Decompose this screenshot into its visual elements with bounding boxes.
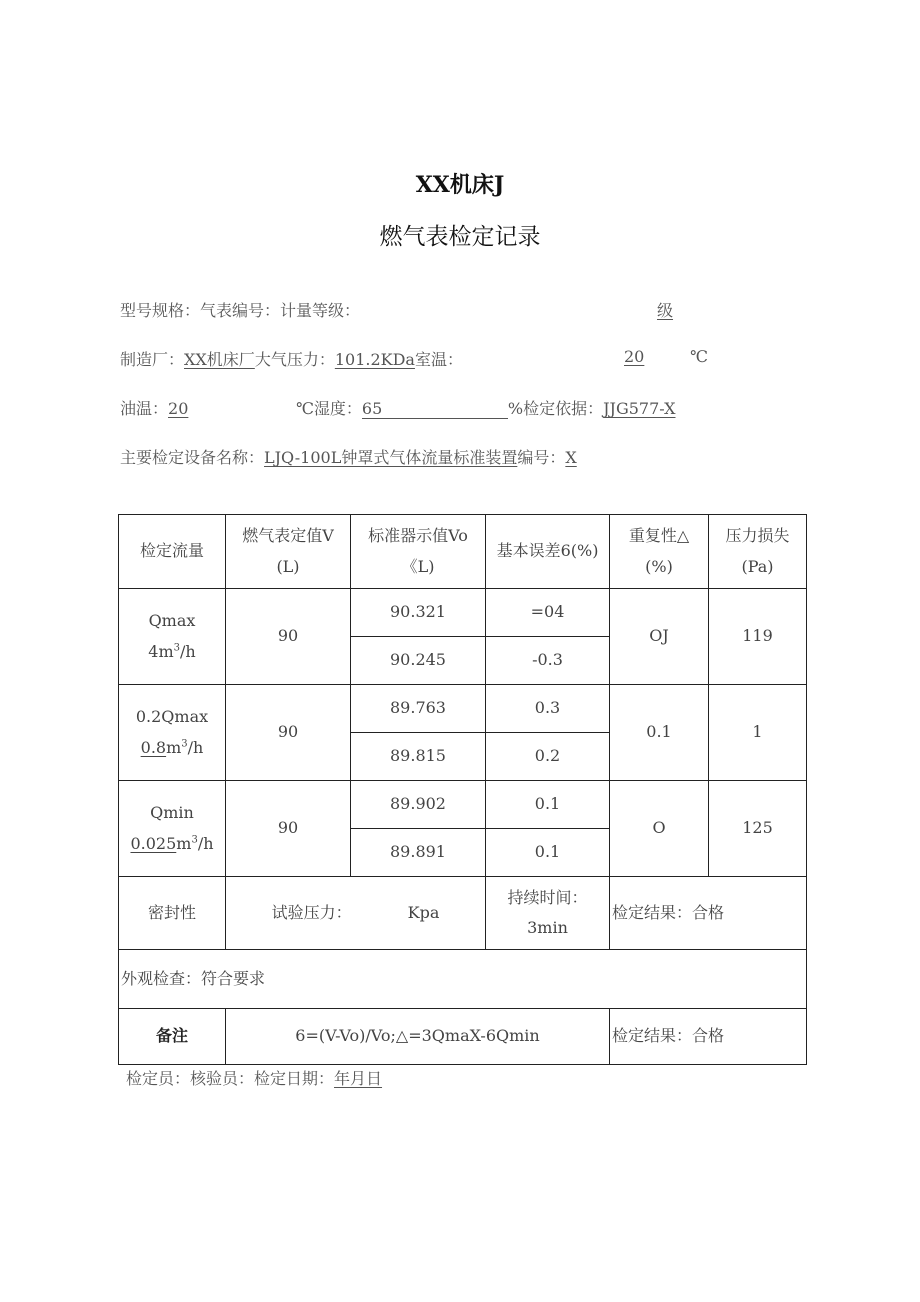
seal-row [119,877,807,950]
info-line-spec [120,298,360,321]
manufacturer-label: 制造厂： [120,350,185,369]
room-temp-label: 室温： [414,350,463,369]
appearance-check: 外观检查：符合要求 [119,950,807,1009]
header-loss-line2: (Pa) [741,556,774,576]
std-value-cell: 89.763 [351,685,486,733]
flow-rate-unit: m [176,833,192,853]
flow-rate-value: 0.025 [130,833,177,853]
flow-rate-sup: 3 [191,834,198,846]
set-value-cell: 90 [226,685,351,781]
loss-cell: 125 [709,781,807,877]
equipment-value: LJQ-100L钟罩式气体流量标准装置 [264,448,518,467]
flow-rate-sup: 3 [181,738,188,750]
grade-text [657,298,673,321]
seal-duration-cell [486,877,610,950]
header-flow: 检定流量 [119,515,226,589]
header-row [119,515,807,589]
repeat-cell: OJ [610,589,709,685]
loss-cell: 1 [709,685,807,781]
header-loss-line1: 压力损失 [725,526,790,546]
remark-label: 备注 [119,1009,226,1065]
header-error: 基本误差6(%) [486,515,610,589]
seal-duration-label: 持续时间： [507,887,588,907]
header-set-value-line2: (L) [276,556,300,576]
std-value-cell: 89.815 [351,733,486,781]
signature-date: 年月日 [334,1069,383,1088]
flow-rate-unit: m [158,641,174,661]
seal-pressure-unit: Kpa [407,902,440,922]
table-row [119,781,807,829]
flow-cell [119,685,226,781]
basis-label: %检定依据： [507,399,604,418]
remark-row [119,1009,807,1065]
appearance-row [119,950,807,1009]
grade-suffix: 级 [657,301,674,320]
pressure-label: 大气压力： [254,350,335,369]
set-value-cell: 90 [226,781,351,877]
table-row [119,685,807,733]
document-title: 燃气表检定记录 [379,224,541,250]
equipment-label: 主要检定设备名称： [120,448,265,467]
set-value-cell: 90 [226,589,351,685]
room-temp-value: 20 [624,347,645,366]
flow-rate-tail: /h [180,641,196,661]
signature-line [126,1066,382,1089]
verification-table [118,514,807,1065]
pressure-value: 101.2KDa [334,350,415,369]
flow-name: 0.2Qmax [135,707,209,727]
std-value-cell: 89.902 [351,781,486,829]
flow-cell [119,781,226,877]
header-repeat-line2: (%) [645,556,673,576]
info-line-equipment [120,445,577,468]
flow-rate-value: 4 [148,641,159,661]
room-temp-value-wrap [624,347,644,366]
number-label: 编号： [517,448,566,467]
remark-result: 检定结果：合格 [610,1009,807,1065]
flow-name: Qmax [148,611,196,631]
repeat-cell: 0.1 [610,685,709,781]
header-std-value-line2: 《L) [401,556,435,576]
std-value-cell: 90.245 [351,637,486,685]
company-name: XX机床J [415,172,505,198]
info-line-oil [120,396,188,419]
seal-pressure-label: 试验压力： [271,902,352,922]
room-temp-unit: ℃ [690,347,708,366]
number-value: X [565,448,577,467]
std-value-cell: 89.891 [351,829,486,877]
remark-formula: 6=(V-Vo)/Vo;△=3QmaX-6Qmin [226,1009,610,1065]
loss-cell: 119 [709,589,807,685]
humidity-label: ℃湿度： [296,399,362,418]
info-line-manufacturer [120,347,463,370]
humidity-value: 65 [362,400,508,419]
seal-duration-value: 3min [527,918,568,937]
flow-rate [119,637,225,667]
table-row [119,589,807,637]
header-loss [709,515,807,589]
seal-result: 检定结果：合格 [610,877,807,950]
header-repeat-line1: 重复性△ [628,526,690,546]
header-set-value [226,515,351,589]
signature-label: 检定员：核验员：检定日期： [126,1069,335,1088]
flow-cell [119,589,226,685]
flow-rate [119,829,225,859]
oil-temp-label: 油温： [120,399,169,418]
oil-temp-value: 20 [168,399,189,418]
flow-rate-tail: /h [197,833,214,853]
header-repeat [610,515,709,589]
flow-name: Qmin [150,803,194,823]
error-cell: =04 [486,589,610,637]
repeat-cell: O [610,781,709,877]
flow-rate-value: 0.8 [140,737,167,757]
spec-label: 型号规格：气表编号：计量等级： [120,301,361,320]
basis-value: JJG577-X [603,399,676,418]
header-std-value-line1: 标准器示值Vo [368,526,468,546]
error-cell: 0.3 [486,685,610,733]
flow-rate-tail: /h [187,737,204,757]
error-cell: 0.2 [486,733,610,781]
flow-rate-sup: 3 [173,642,181,654]
flow-rate [119,733,225,763]
info-line-humidity [296,396,676,419]
std-value-cell: 90.321 [351,589,486,637]
error-cell: -0.3 [486,637,610,685]
flow-rate-unit: m [166,737,182,757]
header-std-value [351,515,486,589]
manufacturer-value: XX机床厂 [184,350,255,369]
seal-label: 密封性 [119,877,226,950]
header-set-value-line1: 燃气表定值V [242,526,334,546]
seal-pressure-cell [226,877,486,950]
error-cell: 0.1 [486,829,610,877]
error-cell: 0.1 [486,781,610,829]
